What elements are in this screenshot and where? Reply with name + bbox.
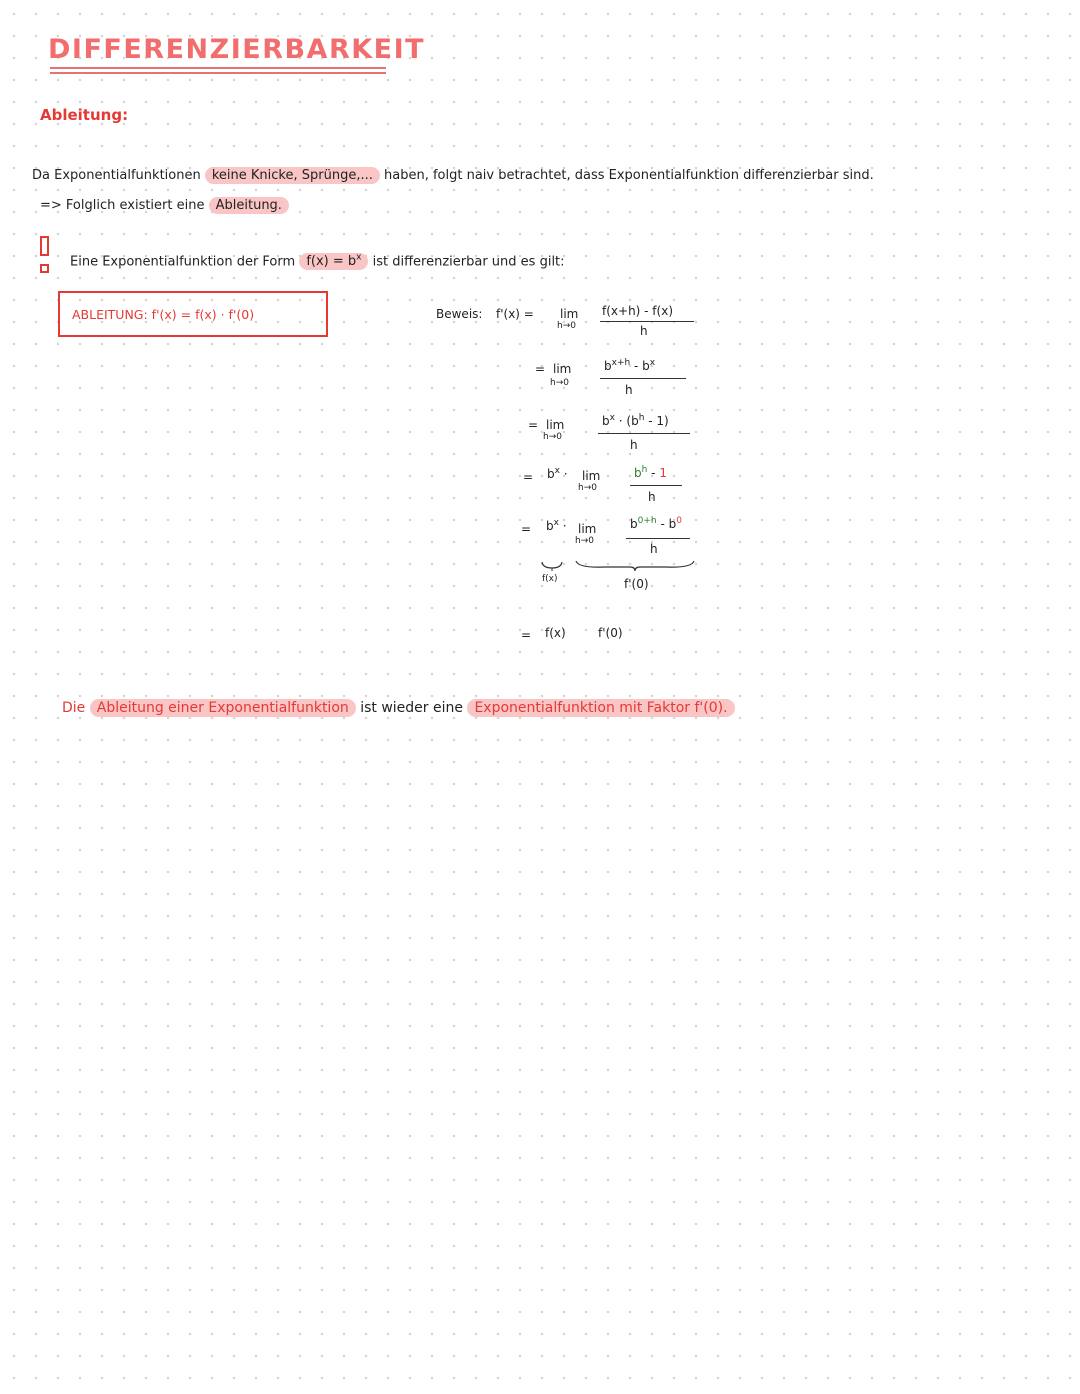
step5-lim: lim bbox=[578, 522, 597, 536]
step1-denominator: h bbox=[640, 324, 648, 338]
step3-equals: = bbox=[528, 418, 539, 432]
conclusion-text: Die bbox=[62, 700, 86, 716]
intro-highlight: keine Knicke, Sprünge,... bbox=[205, 167, 380, 184]
intro-text: Da Exponentialfunktionen bbox=[32, 168, 201, 183]
step4-equals: = bbox=[523, 470, 534, 484]
statement-text-end: ist differenzierbar und es gilt: bbox=[372, 254, 565, 270]
proof-lim: lim bbox=[560, 307, 579, 321]
step4-numerator: $b^h - 1$ bbox=[634, 465, 667, 480]
step3-denominator: h bbox=[630, 438, 638, 452]
derivative-formula: ABLEITUNG: f'(x) = f(x) · f'(0) bbox=[72, 307, 255, 322]
step3-numerator: $b^x \cdot (b^h - 1)$ bbox=[602, 413, 669, 428]
title-underline bbox=[50, 67, 386, 69]
brace-label-fx: f(x) bbox=[542, 574, 558, 584]
step2-equals: = bbox=[535, 362, 546, 376]
page-title: DIFFERENZIERBARKEIT bbox=[48, 34, 426, 65]
step4-denominator: h bbox=[648, 490, 656, 504]
ableitung-highlight: Ableitung. bbox=[209, 197, 289, 214]
step1-fraction-line bbox=[600, 321, 694, 322]
step2-denominator: h bbox=[625, 383, 633, 397]
step5-numerator: $b^{0+h} - b^0$ bbox=[630, 516, 682, 531]
proof-lim-sub: h→0 bbox=[557, 321, 576, 331]
exclamation-dot-icon bbox=[40, 264, 49, 273]
step3-fraction-line bbox=[598, 433, 690, 434]
intro-line bbox=[32, 168, 874, 183]
underbrace-f0 bbox=[574, 558, 696, 572]
result-f0: f'(0) bbox=[598, 626, 623, 640]
result-equals: = bbox=[521, 628, 532, 642]
step5-lim-sub: h→0 bbox=[575, 536, 594, 546]
proof-lhs: f'(x) = bbox=[496, 307, 534, 321]
step1-numerator: f(x+h) - f(x) bbox=[602, 304, 673, 318]
step3-lim: lim bbox=[546, 418, 565, 432]
conclusion-line bbox=[62, 700, 735, 716]
step2-fraction-line bbox=[600, 378, 686, 379]
step4-factor: $b^x$ · bbox=[547, 466, 568, 481]
title-underline-second bbox=[50, 72, 386, 74]
brace-label-f0: f'(0) bbox=[624, 577, 649, 591]
statement-line bbox=[70, 253, 565, 269]
conclusion-text-mid: ist wieder eine bbox=[360, 700, 463, 716]
step5-equals: = bbox=[521, 522, 532, 536]
conclusion-highlight-1: Ableitung einer Exponentialfunktion bbox=[90, 699, 356, 717]
step4-fraction-line bbox=[630, 485, 682, 486]
result-fx: f(x) bbox=[545, 626, 566, 640]
step4-lim: lim bbox=[582, 469, 601, 483]
statement-text: Eine Exponentialfunktion der Form bbox=[70, 254, 296, 270]
step2-numerator: $b^{x+h} - b^x$ bbox=[604, 358, 656, 373]
step3-lim-sub: h→0 bbox=[543, 432, 562, 442]
step2-lim: lim bbox=[553, 362, 572, 376]
step5-fraction-line bbox=[626, 538, 690, 539]
step2-lim-sub: h→0 bbox=[550, 378, 569, 388]
intro-text-continued: haben, folgt naiv betrachtet, dass Exponentialfunktion differenzierbar sind. bbox=[384, 168, 874, 183]
conclusion-highlight-2: Exponentialfunktion mit Faktor f'(0). bbox=[467, 699, 734, 717]
intro-line-2 bbox=[40, 198, 289, 213]
proof-label: Beweis: bbox=[436, 307, 483, 321]
step4-lim-sub: h→0 bbox=[578, 483, 597, 493]
conclusion-arrow-text: => Folglich existiert eine bbox=[40, 198, 205, 213]
statement-formula: $f(x) = b^x$ bbox=[299, 253, 368, 270]
underbrace-fx bbox=[540, 560, 564, 572]
step5-factor: $b^x$ · bbox=[546, 518, 567, 533]
step5-denominator: h bbox=[650, 542, 658, 556]
exclamation-icon bbox=[40, 236, 49, 256]
section-heading: Ableitung: bbox=[40, 106, 129, 124]
